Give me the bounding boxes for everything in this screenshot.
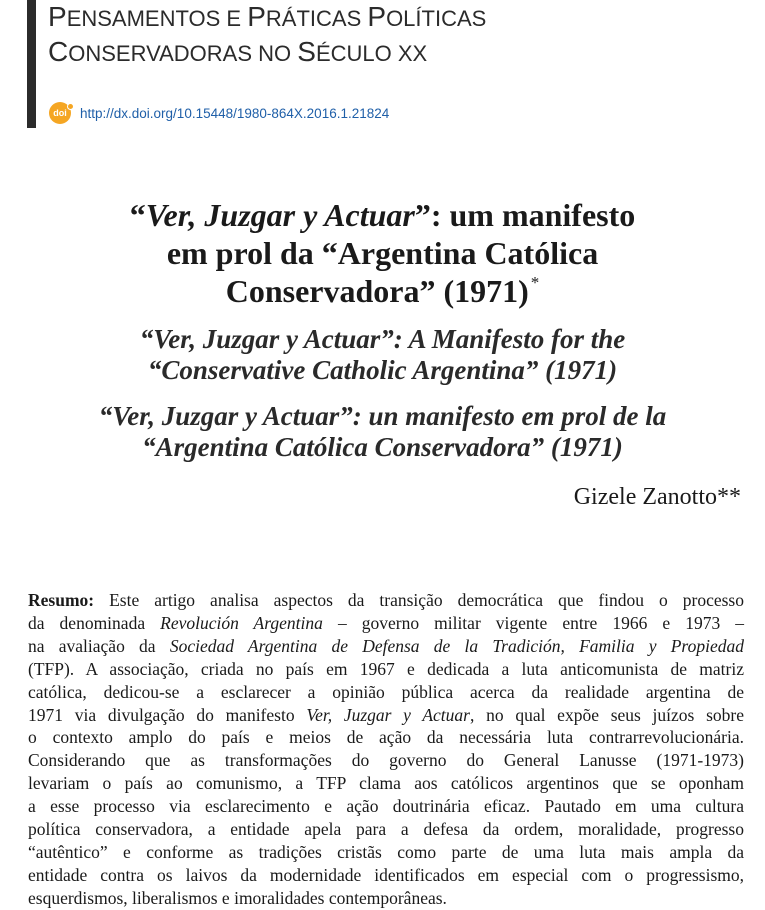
doi-row — [49, 102, 389, 124]
title-line-1: “Ver, Juzgar y Actuar”: um manifesto — [129, 197, 636, 233]
title-line-2: em prol da “Argentina Católica — [166, 235, 599, 271]
journal-section-title — [48, 0, 486, 70]
english-title: “Ver, Juzgar y Actuar”: A Manifesto for the “Conservative Catholic Argentina” (1971) — [139, 324, 626, 385]
spanish-title: “Ver, Juzgar y Actuar”: un manifesto em prol de la “Argentina Católica Conservadora” (1971) — [98, 401, 667, 462]
section-title-line-2: CONSERVADORAS NO SÉCULO XX — [48, 36, 428, 67]
abstract-paragraph: Resumo: Este artigo analisa aspectos da transição democrática que findou o processo da denominada Revolución Argentina – governo militar vigente entre 1966 e 1973 – na avaliação da Sociedad Argentina de Defensa de la Tradición, Familia y Propiedad (TFP). A associação, criada no país em 1967 e dedicada a luta anticomunista de matriz católica, dedicou-se a esclarecer a opinião pública acerca da realidade argentina de 1971 via divulgação do manifesto Ver, Juzgar y Actuar, no qual expõe seus juízos sobre o contexto amplo do país e meios de ação da necessária luta contrarrevolucionária. Considerando que as transformações do governo do General Lanusse (1971-1973) levariam o país ao comunismo, a TFP clama aos católicos argentinos que se oponham a esse processo via esclarecimento e ação doutrinária eficaz. Pautado em uma cultura política conservadora, a entidade apela para a defesa da ordem, moralidade, progresso “autêntico” e conforme as tradições cristãs como parte de uma luta mais ampla da entidade contra os laivos da modernidade identificados em especial com o progressismo, esquerdismos, liberalismos e imoralidades contemporâneas. — [28, 590, 744, 908]
title-line-3: Conservadora” (1971) * — [225, 273, 540, 309]
section-title-line-1: PENSAMENTOS E PRÁTICAS POLÍTICAS — [48, 1, 487, 32]
article-title — [0, 196, 765, 310]
section-accent-bar — [27, 0, 36, 128]
doi-icon: doi — [49, 102, 71, 124]
abstract-label: Resumo: — [28, 590, 95, 610]
author-name: Gizele Zanotto** — [573, 484, 741, 510]
title-footnote-mark[interactable]: * — [530, 273, 540, 292]
doi-link[interactable]: http://dx.doi.org/10.15448/1980-864X.2016.1.21824 — [80, 105, 390, 121]
